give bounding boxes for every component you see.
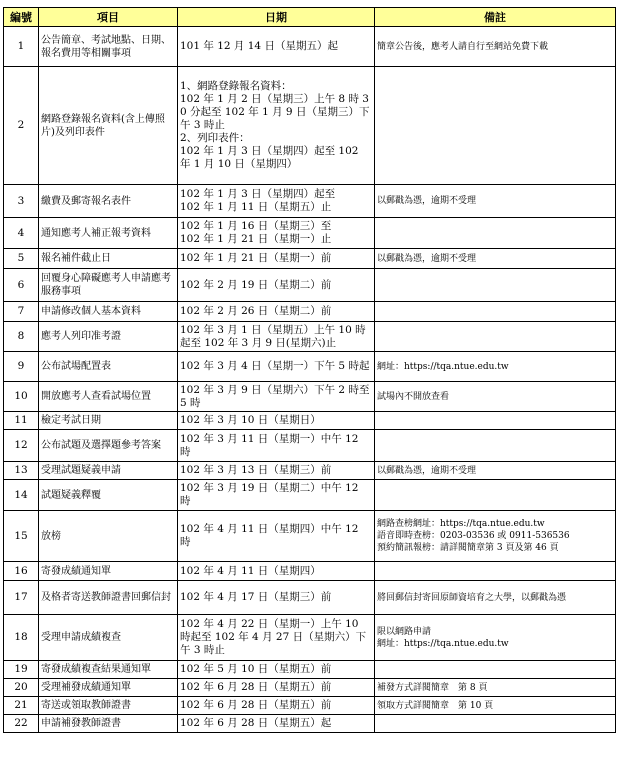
table-row [4, 615, 616, 661]
row-date: 102 年 3 月 13 日（星期三）前 [178, 462, 375, 480]
schedule-table [3, 7, 616, 733]
table-row [4, 715, 616, 733]
row-item: 受理申請成績複查 [39, 615, 178, 661]
table-row [4, 249, 616, 269]
row-number: 8 [4, 322, 39, 352]
header-no: 編號 [4, 8, 39, 27]
table-row [4, 67, 616, 185]
row-date: 102 年 1 月 3 日（星期四）起至 102 年 1 月 11 日（星期五）止 [178, 185, 375, 218]
row-date: 102 年 4 月 11 日（星期四）中午 12 時 [178, 511, 375, 562]
row-number: 22 [4, 715, 39, 733]
row-note: 簡章公告後，應考人請自行至網站免費下載 [375, 27, 616, 67]
row-note: 將回郵信封寄回原師資培育之大學，以郵戳為憑 [375, 581, 616, 615]
row-item: 寄送或領取教師證書 [39, 697, 178, 715]
row-item: 網路登錄報名資料(含上傳照片)及列印表件 [39, 67, 178, 185]
table-row [4, 697, 616, 715]
row-note: 限以網路申請 網址：https://tqa.ntue.edu.tw [375, 615, 616, 661]
row-number: 1 [4, 27, 39, 67]
row-note: 以郵戳為憑，逾期不受理 [375, 185, 616, 218]
row-number: 20 [4, 679, 39, 697]
row-item: 繳費及郵寄報名表件 [39, 185, 178, 218]
row-item: 寄發成績通知單 [39, 562, 178, 581]
row-item: 放榜 [39, 511, 178, 562]
row-note: 以郵戳為憑，逾期不受理 [375, 249, 616, 269]
row-number: 7 [4, 302, 39, 322]
row-number: 10 [4, 382, 39, 412]
row-item: 公布試場配置表 [39, 352, 178, 382]
row-note [375, 480, 616, 511]
row-date: 1、網路登錄報名資料： 102 年 1 月 2 日（星期三）上午 8 時 30 分起至 102 年 1 月 9 日（星期三）下午 3 時止 2、列印表件： 102 年 1 月 3 日（星期四）起至 102 年 1 月 10 日（星期四） [178, 67, 375, 185]
row-note [375, 661, 616, 679]
row-date: 102 年 4 月 11 日（星期四） [178, 562, 375, 581]
row-item: 回覆身心障礙應考人申請應考服務事項 [39, 269, 178, 302]
row-item: 受理試題疑義申請 [39, 462, 178, 480]
row-number: 19 [4, 661, 39, 679]
row-number: 16 [4, 562, 39, 581]
row-date: 102 年 2 月 19 日（星期二）前 [178, 269, 375, 302]
row-number: 18 [4, 615, 39, 661]
row-date: 102 年 4 月 17 日（星期三）前 [178, 581, 375, 615]
row-number: 4 [4, 218, 39, 249]
table-row [4, 462, 616, 480]
row-item: 寄發成績複查結果通知單 [39, 661, 178, 679]
row-date: 102 年 3 月 10 日（星期日） [178, 412, 375, 430]
row-note: 補發方式詳閱簡章 第 8 頁 [375, 679, 616, 697]
table-row [4, 269, 616, 302]
row-number: 21 [4, 697, 39, 715]
row-note: 網路查榜網址：https://tqa.ntue.edu.tw 語音即時查榜：0203-03536 或 0911-536536 預約簡訊報榜：請詳閱簡章第 3 頁及第 46 頁 [375, 511, 616, 562]
row-number: 14 [4, 480, 39, 511]
row-date: 102 年 3 月 4 日（星期一）下午 5 時起 [178, 352, 375, 382]
row-note [375, 430, 616, 462]
row-note: 領取方式詳閱簡章 第 10 頁 [375, 697, 616, 715]
table-row [4, 322, 616, 352]
row-date: 102 年 2 月 26 日（星期二）前 [178, 302, 375, 322]
row-date: 102 年 1 月 16 日（星期三）至 102 年 1 月 21 日（星期一）止 [178, 218, 375, 249]
row-note [375, 218, 616, 249]
row-date: 102 年 6 月 28 日（星期五）前 [178, 679, 375, 697]
table-row [4, 185, 616, 218]
row-number: 17 [4, 581, 39, 615]
row-note [375, 302, 616, 322]
table-row [4, 302, 616, 322]
header-row [4, 8, 616, 27]
row-date: 102 年 5 月 10 日（星期五）前 [178, 661, 375, 679]
table-row [4, 27, 616, 67]
row-date: 102 年 6 月 28 日（星期五）起 [178, 715, 375, 733]
table-row [4, 679, 616, 697]
row-note [375, 715, 616, 733]
row-date: 102 年 3 月 9 日（星期六）下午 2 時至 5 時 [178, 382, 375, 412]
table-row [4, 352, 616, 382]
row-note [375, 562, 616, 581]
header-item: 項目 [39, 8, 178, 27]
row-number: 12 [4, 430, 39, 462]
row-number: 3 [4, 185, 39, 218]
row-note: 網址：https://tqa.ntue.edu.tw [375, 352, 616, 382]
row-note [375, 269, 616, 302]
row-item: 申請修改個人基本資料 [39, 302, 178, 322]
row-date: 102 年 3 月 11 日（星期一）中午 12 時 [178, 430, 375, 462]
row-number: 15 [4, 511, 39, 562]
row-item: 及格者寄送教師證書回郵信封 [39, 581, 178, 615]
table-row [4, 412, 616, 430]
row-item: 受理補發成績通知單 [39, 679, 178, 697]
row-item: 通知應考人補正報考資料 [39, 218, 178, 249]
row-date: 102 年 6 月 28 日（星期五）前 [178, 697, 375, 715]
row-item: 公告簡章、考試地點、日期、報名費用等相關事項 [39, 27, 178, 67]
table-row [4, 430, 616, 462]
row-item: 試題疑義釋覆 [39, 480, 178, 511]
row-number: 2 [4, 67, 39, 185]
row-item: 報名補件截止日 [39, 249, 178, 269]
row-item: 公布試題及選擇題參考答案 [39, 430, 178, 462]
row-note: 試場內不開放查看 [375, 382, 616, 412]
table-row [4, 511, 616, 562]
row-date: 101 年 12 月 14 日（星期五）起 [178, 27, 375, 67]
table-row [4, 562, 616, 581]
row-number: 6 [4, 269, 39, 302]
row-number: 9 [4, 352, 39, 382]
row-item: 應考人列印准考證 [39, 322, 178, 352]
header-date: 日期 [178, 8, 375, 27]
row-date: 102 年 3 月 19 日（星期二）中午 12 時 [178, 480, 375, 511]
row-note: 以郵戳為憑，逾期不受理 [375, 462, 616, 480]
table-row [4, 581, 616, 615]
table-row [4, 480, 616, 511]
row-item: 開放應考人查看試場位置 [39, 382, 178, 412]
row-item: 檢定考試日期 [39, 412, 178, 430]
row-note [375, 67, 616, 185]
row-note [375, 412, 616, 430]
row-item: 申請補發教師證書 [39, 715, 178, 733]
row-number: 5 [4, 249, 39, 269]
row-date: 102 年 3 月 1 日（星期五）上午 10 時起至 102 年 3 月 9 日(星期六)止 [178, 322, 375, 352]
table-row [4, 218, 616, 249]
row-note [375, 322, 616, 352]
row-date: 102 年 4 月 22 日（星期一）上午 10 時起至 102 年 4 月 27 日（星期六）下午 3 時止 [178, 615, 375, 661]
header-note: 備註 [375, 8, 616, 27]
row-number: 11 [4, 412, 39, 430]
table-row [4, 382, 616, 412]
table-row [4, 661, 616, 679]
row-date: 102 年 1 月 21 日（星期一）前 [178, 249, 375, 269]
row-number: 13 [4, 462, 39, 480]
